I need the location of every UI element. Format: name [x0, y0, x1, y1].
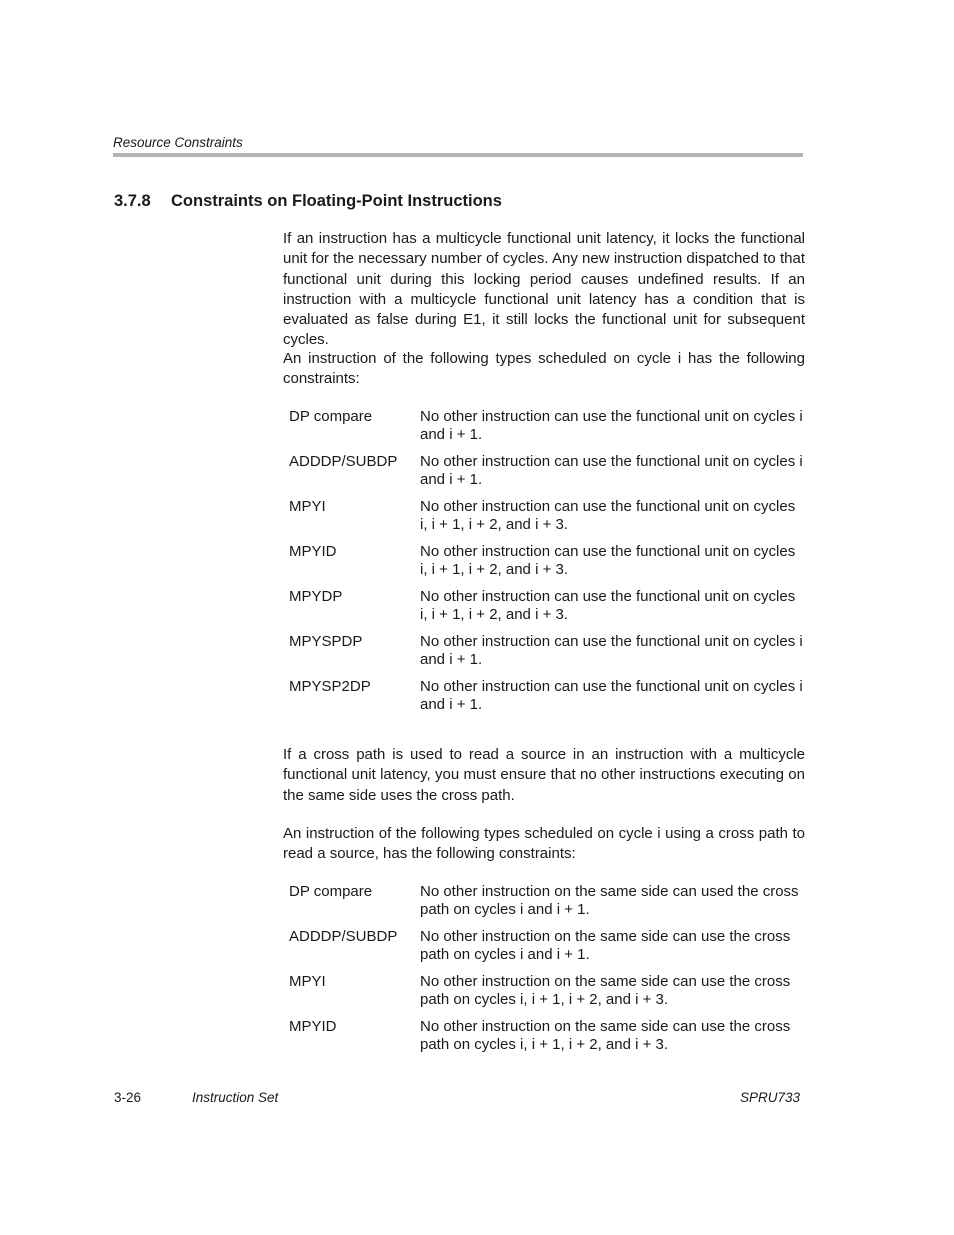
section-title: Constraints on Floating-Point Instructions [171, 192, 502, 210]
constraint-description: No other instruction on the same side can use the cross path on cycles i and i + 1. [420, 928, 791, 963]
instruction-type: DP compare [289, 883, 373, 900]
constraint-description: No other instruction can use the functional unit on cycles i and i + 1. [420, 453, 803, 488]
footer-chapter-title: Instruction Set [192, 1090, 279, 1105]
instruction-type: MPYI [289, 973, 326, 990]
constraint-row [289, 543, 805, 578]
constraint-row [289, 453, 805, 488]
paragraph-cross-path-intro: An instruction of the following types scheduled on cycle i using a cross path to read a source, has the following constraints: [283, 825, 805, 863]
constraint-row [289, 678, 805, 713]
constraint-description: No other instruction can use the functional unit on cycles i and i + 1. [420, 678, 803, 713]
section-heading [114, 192, 502, 211]
cross-path-constraints-table [289, 883, 805, 1053]
constraint-description: No other instruction can use the functional unit on cycles i, i + 1, i + 2, and i + 3. [420, 543, 796, 578]
section-number: 3.7.8 [114, 192, 151, 210]
constraint-description: No other instruction can use the functional unit on cycles i and i + 1. [420, 633, 803, 668]
instruction-type: ADDDP/SUBDP [289, 453, 398, 470]
instruction-type: MPYI [289, 498, 326, 515]
header-rule [113, 153, 803, 157]
footer-doc-id: SPRU733 [740, 1090, 801, 1105]
constraint-row [289, 883, 805, 918]
page-number: 3-26 [114, 1090, 142, 1105]
constraint-description: No other instruction can use the functional unit on cycles i, i + 1, i + 2, and i + 3. [420, 588, 796, 623]
paragraph-cross-path: If a cross path is used to read a source in an instruction with a multicycle functional unit latency, you must ensure that no other instructions executing on the same side uses the cross path. [283, 746, 805, 804]
instruction-type: MPYID [289, 543, 337, 560]
instruction-type: DP compare [289, 408, 373, 425]
constraint-row [289, 1018, 805, 1053]
constraint-description: No other instruction on the same side can used the cross path on cycles i and i + 1. [420, 883, 799, 918]
constraint-row [289, 928, 805, 963]
constraint-description: No other instruction on the same side can use the cross path on cycles i, i + 1, i + 2, and i + 3. [420, 1018, 791, 1053]
unit-constraints-table [289, 408, 805, 713]
paragraph-unit-intro: An instruction of the following types scheduled on cycle i has the following constraints: [283, 350, 805, 388]
instruction-type: MPYSP2DP [289, 678, 371, 695]
instruction-type: MPYSPDP [289, 633, 363, 650]
instruction-type: ADDDP/SUBDP [289, 928, 398, 945]
constraint-row [289, 633, 805, 668]
constraint-row [289, 588, 805, 623]
instruction-type: MPYID [289, 1018, 337, 1035]
paragraph-locking: If an instruction has a multicycle functional unit latency, it locks the functional unit for the necessary number of cycles. Any new instruction dispatched to that functional unit during this locking period causes undefined results. If an instruction with a multicycle functional unit latency has a condition that is evaluated as false during E1, it still locks the functional unit for subsequent cycles. [283, 230, 805, 349]
constraint-row [289, 973, 805, 1008]
running-header: Resource Constraints [113, 135, 243, 150]
constraint-row [289, 498, 805, 533]
constraint-description: No other instruction on the same side can use the cross path on cycles i, i + 1, i + 2, and i + 3. [420, 973, 791, 1008]
instruction-type: MPYDP [289, 588, 343, 605]
constraint-description: No other instruction can use the functional unit on cycles i and i + 1. [420, 408, 803, 443]
constraint-description: No other instruction can use the functional unit on cycles i, i + 1, i + 2, and i + 3. [420, 498, 796, 533]
constraint-row [289, 408, 805, 443]
